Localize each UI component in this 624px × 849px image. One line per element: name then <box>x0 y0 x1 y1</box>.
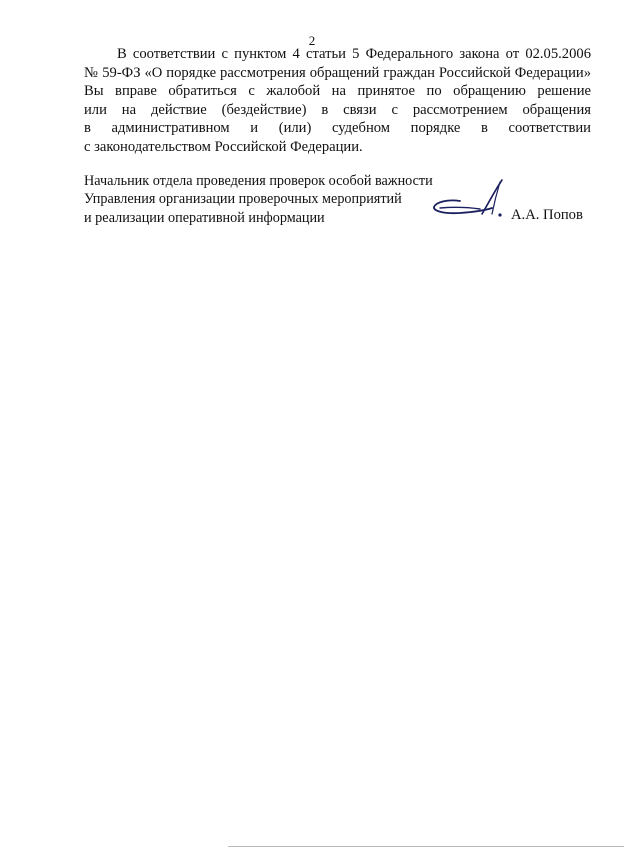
position-line: Управления организации проверочных мероприятий <box>84 191 402 208</box>
paragraph-line: Вы вправе обратиться с жалобой на принятое по обращению решение <box>84 83 591 100</box>
signatory-position <box>84 172 433 227</box>
paragraph-line: № 59-ФЗ «О порядке рассмотрения обращений граждан Российской Федерации» <box>84 64 591 81</box>
paragraph-line: или на действие (бездействие) в связи с рассмотрением обращения <box>84 101 591 118</box>
body-paragraph <box>84 45 591 157</box>
position-line: Начальник отдела проведения проверок особой важности <box>84 173 433 189</box>
scan-edge-line <box>228 846 624 847</box>
handwritten-signature <box>430 176 508 220</box>
page-number: 2 <box>308 33 316 48</box>
position-line: и реализации оперативной информации <box>84 209 325 226</box>
signatory-name: А.А. Попов <box>511 207 583 223</box>
paragraph-line: В соответствии с пунктом 4 статьи 5 Федерального закона от 02.05.2006 <box>117 46 591 62</box>
signature-block <box>84 172 604 232</box>
paragraph-line: в административном и (или) судебном порядке в соответствии <box>84 120 591 137</box>
paragraph-line: с законодательством Российской Федерации. <box>84 138 363 155</box>
